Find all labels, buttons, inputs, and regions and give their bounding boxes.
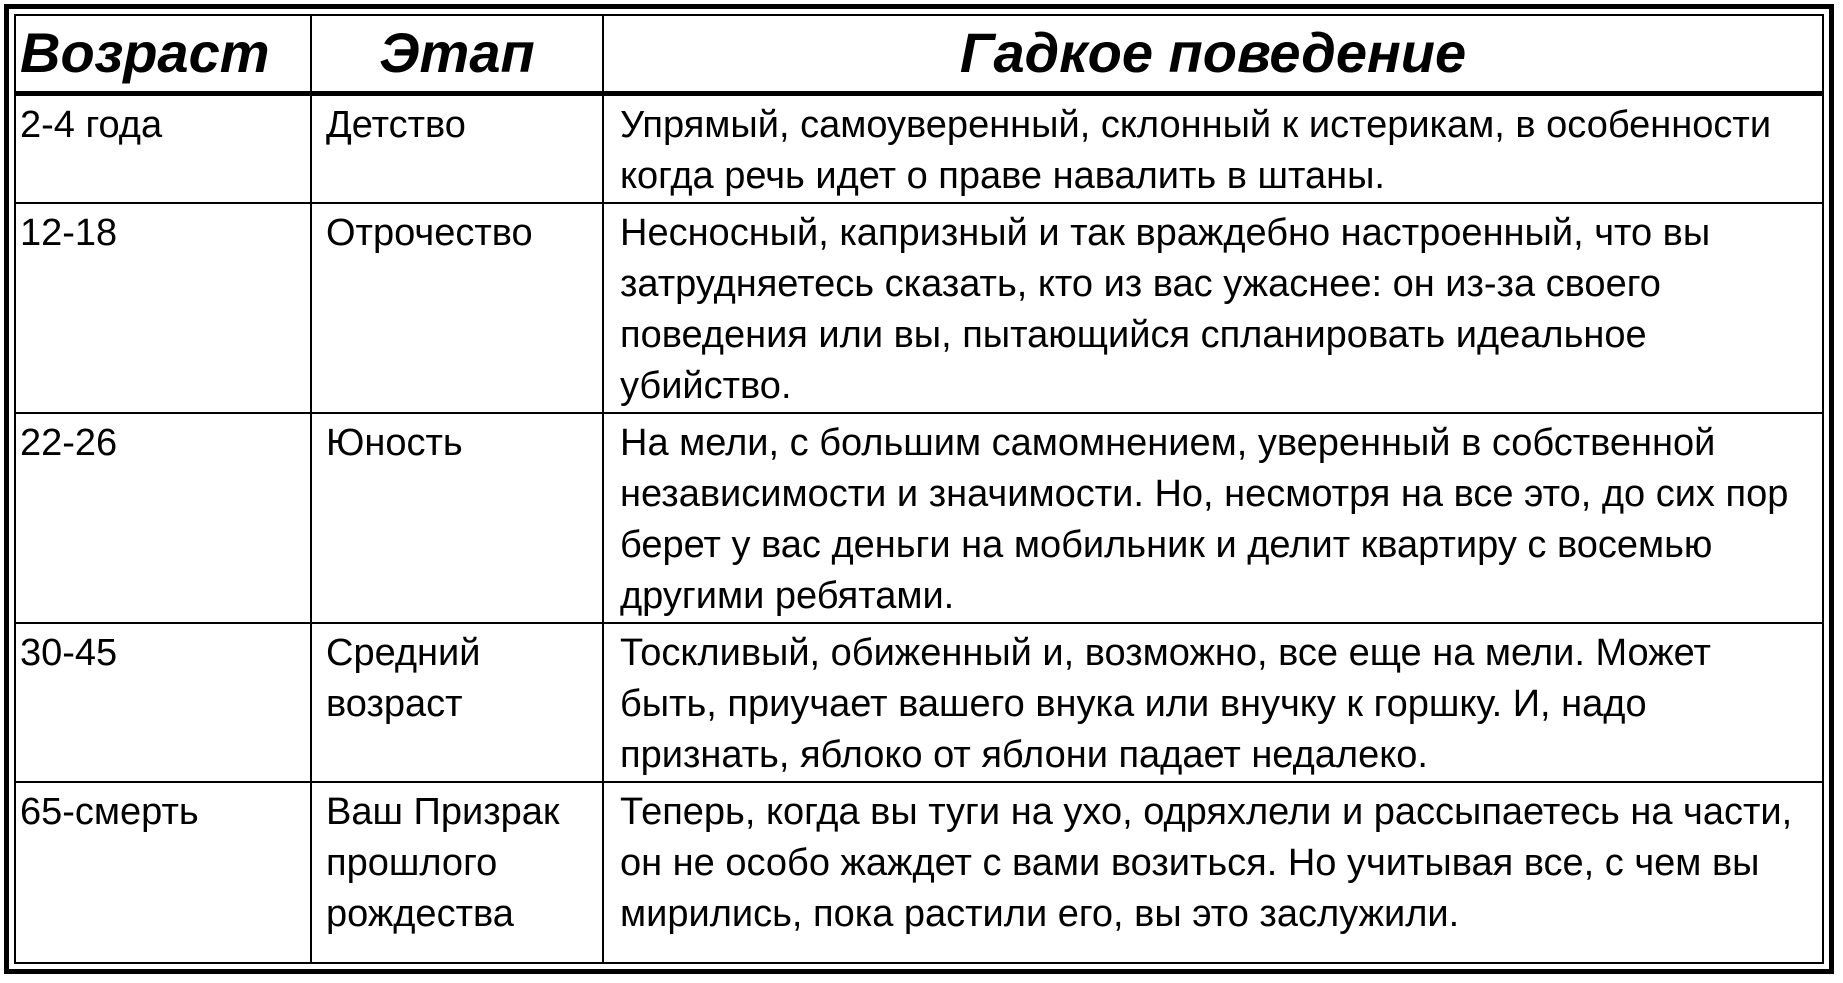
stage-cell: Средний возраст xyxy=(311,623,603,782)
table-row xyxy=(16,413,1822,623)
age-cell: 12-18 xyxy=(16,203,311,413)
behavior-cell: Тоскливый, обиженный и, возможно, все еще на мели. Может быть, приучает вашего внука или внучку к горшку. И, надо признать, яблоко от яблони падает недалеко. xyxy=(603,623,1822,782)
header-behavior: Гадкое поведение xyxy=(603,16,1822,93)
behavior-cell: Теперь, когда вы туги на ухо, одряхлели и рассыпаетесь на части, он не особо жаждет с вами возиться. Но учитывая все, с чем вы мирились, пока растили его, вы это заслужили. xyxy=(620,790,1793,935)
table-frame xyxy=(4,4,1834,974)
table-row xyxy=(16,782,1822,963)
table-inner-border xyxy=(14,14,1824,964)
behavior-cell: Упрямый, самоуверенный, склонный к истерикам, в особенности когда речь идет о праве навалить в штаны. xyxy=(603,93,1822,203)
behavior-cell: На мели, с большим самомнением, уверенный в собственной независимости и значимости. Но, несмотря на все это, до сих пор берет у вас деньги на мобильник и делит квартиру с восемью другими ребятами. xyxy=(603,413,1822,623)
stage-cell: Отрочество xyxy=(311,203,603,413)
stage-cell: Ваш Призрак прошлого рождества xyxy=(311,782,603,963)
stage-cell: Детство xyxy=(311,93,603,203)
header-stage: Этап xyxy=(311,16,603,93)
age-cell: 22-26 xyxy=(16,413,311,623)
table-row xyxy=(16,93,1822,203)
age-cell: 2-4 года xyxy=(16,93,311,203)
age-cell: 30-45 xyxy=(16,623,311,782)
header-age: Возраст xyxy=(16,16,311,93)
table-row xyxy=(16,623,1822,782)
table-row xyxy=(16,203,1822,413)
behavior-table xyxy=(16,16,1822,962)
header-row xyxy=(16,16,1822,93)
behavior-cell: Несносный, капризный и так враждебно настроенный, что вы затрудняетесь сказать, кто из вас ужаснее: он из-за своего поведения или вы, пытающийся спланировать идеальное убийство. xyxy=(603,203,1822,413)
stage-cell: Юность xyxy=(311,413,603,623)
age-cell: 65-смерть xyxy=(16,782,311,963)
